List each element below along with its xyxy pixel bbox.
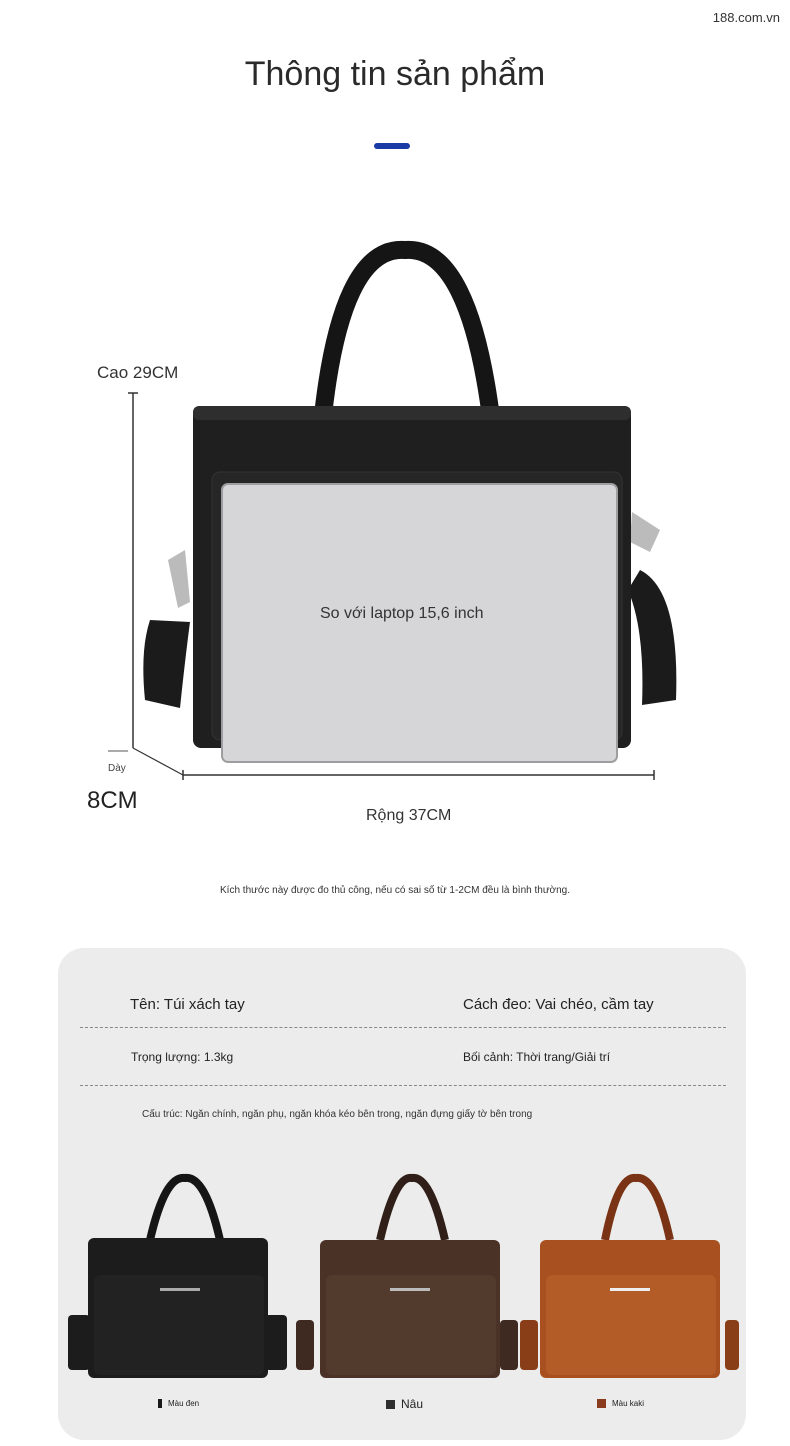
khaki-swatch-icon (597, 1399, 606, 1408)
depth-value: 8CM (87, 787, 138, 814)
spec-weight: Trọng lượng: 1.3kg (131, 1050, 234, 1064)
spec-name: Tên: Túi xách tay (130, 996, 245, 1013)
depth-guide (133, 748, 183, 775)
page-title: Thông tin sản phẩm (244, 55, 546, 93)
brown-swatch-icon (386, 1400, 395, 1409)
title-underline (374, 143, 410, 149)
black-swatch-icon (158, 1399, 162, 1408)
laptop-outline (222, 484, 617, 762)
width-label: Rộng 37CM (366, 807, 452, 824)
bag-brown (296, 1178, 518, 1378)
spec-occasion: Bối cảnh: Thời trang/Giải trí (463, 1050, 611, 1064)
divider (80, 1085, 726, 1086)
depth-small-label: Dày (108, 763, 126, 774)
measurement-note: Kích thước này được đo thủ công, nếu có sai số từ 1-2CM đều là bình thường. (220, 885, 570, 896)
variant-khaki[interactable]: Màu kaki (597, 1399, 644, 1408)
main-bag-illustration (0, 230, 790, 810)
spec-carry: Cách đeo: Vai chéo, cầm tay (463, 996, 654, 1013)
variant-black[interactable]: Màu đen (158, 1399, 199, 1408)
bag-black (68, 1178, 287, 1400)
variant-bags (60, 1170, 740, 1400)
divider (80, 1027, 726, 1028)
bag-khaki (520, 1178, 739, 1378)
watermark: 188.com.vn (712, 10, 780, 25)
spec-structure: Cấu trúc: Ngăn chính, ngăn phụ, ngăn khóa kéo bên trong, ngăn đựng giấy tờ bên trong (142, 1109, 533, 1120)
variant-brown[interactable]: Nâu (386, 1397, 423, 1411)
laptop-label: So với laptop 15,6 inch (320, 605, 484, 622)
height-label: Cao 29CM (97, 363, 179, 382)
